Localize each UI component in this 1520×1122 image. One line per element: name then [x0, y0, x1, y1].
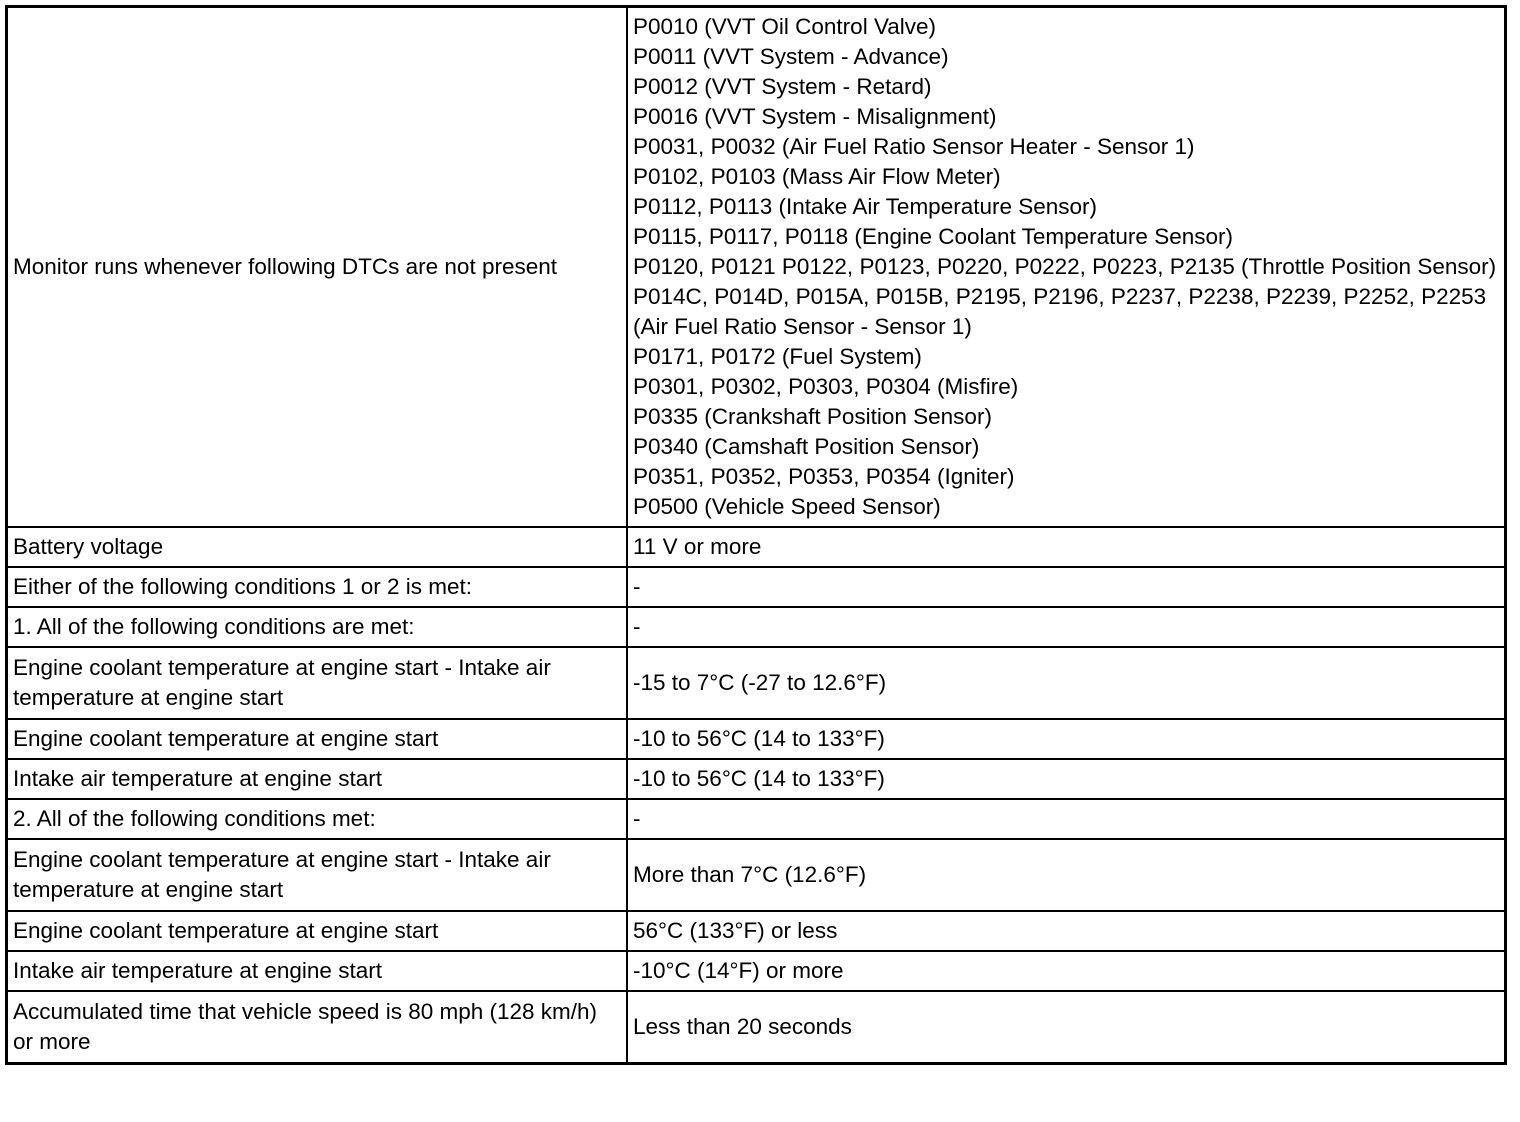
- table-row: [7, 567, 1506, 607]
- table-row: [7, 839, 1506, 911]
- condition-cell: Intake air temperature at engine start: [7, 951, 628, 991]
- dtc-item: P014C, P014D, P015A, P015B, P2195, P2196, P2237, P2238, P2239, P2252, P2253 (Air Fuel Ratio Sensor - Sensor 1): [633, 284, 1487, 339]
- table-row: [7, 759, 1506, 799]
- dtc-item: P0301, P0302, P0303, P0304 (Misfire): [633, 374, 1019, 399]
- condition-cell: Monitor runs whenever following DTCs are not present: [7, 7, 628, 528]
- dtc-item: P0120, P0121 P0122, P0123, P0220, P0222, P0223, P2135 (Throttle Position Sensor): [633, 254, 1497, 279]
- dtc-item: P0010 (VVT Oil Control Valve): [633, 14, 937, 39]
- table-row: [7, 719, 1506, 759]
- value-cell: -15 to 7°C (-27 to 12.6°F): [627, 647, 1506, 719]
- condition-cell: Battery voltage: [7, 527, 628, 567]
- dtc-item: P0500 (Vehicle Speed Sensor): [633, 494, 941, 519]
- value-cell: -10°C (14°F) or more: [627, 951, 1506, 991]
- table-row: [7, 7, 1506, 528]
- condition-cell: Intake air temperature at engine start: [7, 759, 628, 799]
- value-cell: -: [627, 567, 1506, 607]
- dtc-item: P0012 (VVT System - Retard): [633, 74, 932, 99]
- value-cell: -10 to 56°C (14 to 133°F): [627, 719, 1506, 759]
- dtc-item: P0171, P0172 (Fuel System): [633, 344, 922, 369]
- table-row: [7, 951, 1506, 991]
- condition-cell: Accumulated time that vehicle speed is 80 mph (128 km/h) or more: [7, 991, 628, 1064]
- condition-cell: Engine coolant temperature at engine start - Intake air temperature at engine start: [7, 839, 628, 911]
- value-cell: -: [627, 799, 1506, 839]
- condition-cell: 2. All of the following conditions met:: [7, 799, 628, 839]
- table-row: [7, 991, 1506, 1064]
- condition-cell: Engine coolant temperature at engine start - Intake air temperature at engine start: [7, 647, 628, 719]
- dtc-item: P0335 (Crankshaft Position Sensor): [633, 404, 992, 429]
- table-row: [7, 647, 1506, 719]
- table-row: [7, 607, 1506, 647]
- dtc-item: P0112, P0113 (Intake Air Temperature Sensor): [633, 194, 1098, 219]
- table-row: [7, 911, 1506, 951]
- table-row: [7, 527, 1506, 567]
- value-cell: 56°C (133°F) or less: [627, 911, 1506, 951]
- condition-cell: Either of the following conditions 1 or 2 is met:: [7, 567, 628, 607]
- table-row: [7, 799, 1506, 839]
- dtc-item: P0016 (VVT System - Misalignment): [633, 104, 997, 129]
- dtc-item: P0031, P0032 (Air Fuel Ratio Sensor Heater - Sensor 1): [633, 134, 1195, 159]
- dtc-item: P0115, P0117, P0118 (Engine Coolant Temperature Sensor): [633, 224, 1233, 249]
- dtc-item: P0102, P0103 (Mass Air Flow Meter): [633, 164, 1001, 189]
- spec-sheet: [5, 5, 1507, 1115]
- value-cell: Less than 20 seconds: [627, 991, 1506, 1064]
- dtc-item: P0340 (Camshaft Position Sensor): [633, 434, 980, 459]
- value-cell: [627, 7, 1506, 528]
- monitor-conditions-table: [5, 5, 1507, 1065]
- value-cell: 11 V or more: [627, 527, 1506, 567]
- value-cell: More than 7°C (12.6°F): [627, 839, 1506, 911]
- dtc-item: P0011 (VVT System - Advance): [633, 44, 949, 69]
- value-cell: -10 to 56°C (14 to 133°F): [627, 759, 1506, 799]
- condition-cell: Engine coolant temperature at engine start: [7, 911, 628, 951]
- dtc-item: P0351, P0352, P0353, P0354 (Igniter): [633, 464, 1015, 489]
- condition-cell: 1. All of the following conditions are met:: [7, 607, 628, 647]
- value-cell: -: [627, 607, 1506, 647]
- condition-cell: Engine coolant temperature at engine start: [7, 719, 628, 759]
